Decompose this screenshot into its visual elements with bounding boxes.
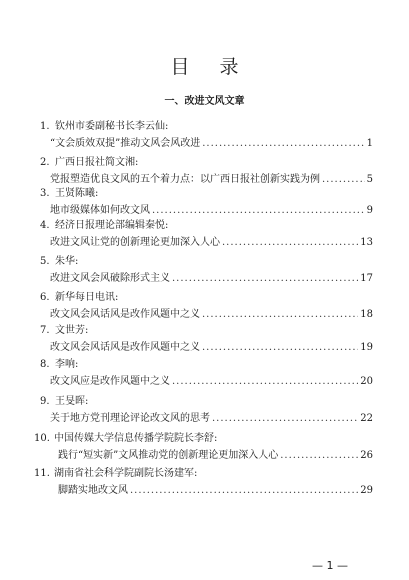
toc-title: 改进文风会风破除形式主义 — [50, 273, 170, 284]
toc-title: 地市级媒体如何改文风 — [50, 205, 150, 216]
toc-title: 改文风会风话风是改作风题中之义 — [50, 342, 200, 353]
toc-line — [50, 338, 373, 353]
toc-page-number: 19 — [360, 342, 373, 353]
toc-author-text: 朱华: — [55, 256, 79, 267]
toc-entry — [0, 288, 409, 324]
toc-entry — [0, 392, 409, 428]
toc-number: 8. — [40, 359, 50, 370]
toc-line — [50, 372, 373, 387]
toc-title: 脚踏实地改文风 — [58, 485, 128, 496]
toc-line — [58, 481, 373, 496]
toc-author — [40, 355, 78, 370]
toc-leader-dots — [130, 485, 358, 496]
toc-page-number: 9 — [366, 205, 373, 216]
toc-line — [50, 305, 373, 320]
toc-line — [50, 134, 373, 149]
toc-page-number: 18 — [360, 309, 373, 320]
toc-author — [40, 184, 98, 199]
toc-number: 9. — [40, 396, 50, 407]
toc-entry — [0, 355, 409, 391]
toc-author — [34, 429, 217, 444]
toc-line — [50, 170, 373, 185]
toc-entry — [0, 464, 409, 500]
toc-entry — [0, 184, 409, 220]
toc-number: 4. — [40, 220, 50, 231]
toc-page-number: 22 — [360, 413, 373, 424]
toc-page-number: 29 — [360, 485, 373, 496]
toc-number: 1. — [40, 121, 50, 132]
toc-author-text: 王贤陈曦: — [55, 188, 99, 199]
toc-title: “文会质效双提”推动文风会风改进 — [50, 138, 201, 149]
toc-leader-dots — [172, 273, 358, 284]
toc-author — [40, 321, 88, 336]
toc-leader-dots — [202, 309, 358, 320]
toc-number: 10. — [34, 433, 50, 444]
toc-author-text: 中国传媒大学信息传播学院院长李舒: — [54, 433, 218, 444]
page-footer-number: — 1 — — [312, 559, 348, 572]
toc-page-number: 20 — [360, 376, 373, 387]
toc-author — [40, 117, 168, 132]
toc-leader-dots — [280, 450, 358, 461]
toc-title: 关于地方党刊理论评论改文风的思考 — [50, 413, 210, 424]
toc-leader-dots — [222, 237, 358, 248]
toc-author-text: 钦州市委副秘书长李云仙: — [55, 121, 169, 132]
toc-author — [40, 216, 168, 231]
toc-number: 2. — [40, 157, 50, 168]
toc-author — [34, 464, 197, 479]
toc-line — [58, 446, 373, 461]
toc-title: 改文风会风话风是改作风题中之义 — [50, 309, 200, 320]
toc-leader-dots — [202, 342, 358, 353]
toc-author — [40, 252, 78, 267]
toc-entry — [0, 321, 409, 357]
toc-author-text: 王旻晖: — [55, 396, 89, 407]
section-heading: 一、改进文风文章 — [164, 96, 245, 107]
toc-leader-dots — [202, 138, 364, 149]
toc-entry — [0, 252, 409, 288]
toc-leader-dots — [152, 205, 365, 216]
toc-leader-dots — [212, 413, 358, 424]
toc-number: 3. — [40, 188, 50, 199]
toc-number: 11. — [34, 468, 50, 479]
toc-page-number: 1 — [366, 138, 373, 149]
page-title: 目 录 — [170, 56, 251, 78]
toc-page-number: 17 — [360, 273, 373, 284]
toc-title: 践行“短实新”文风推动党的创新理论更加深入人心 — [58, 450, 279, 461]
toc-leader-dots — [172, 376, 358, 387]
toc-author-text: 文世芳: — [55, 325, 89, 336]
toc-page-number: 13 — [360, 237, 373, 248]
toc-line — [50, 233, 373, 248]
toc-page-number: 26 — [360, 450, 373, 461]
toc-line — [50, 409, 373, 424]
toc-number: 5. — [40, 256, 50, 267]
toc-author — [40, 288, 118, 303]
toc-author — [40, 392, 88, 407]
toc-line — [50, 269, 373, 284]
toc-line — [50, 201, 373, 216]
toc-author-text: 新华每日电讯: — [55, 292, 119, 303]
toc-entry — [0, 429, 409, 465]
toc-author-text: 李响: — [55, 359, 79, 370]
toc-author-text: 湖南省社会科学院副院长汤建军: — [54, 468, 198, 479]
toc-number: 7. — [40, 325, 50, 336]
toc-author-text: 经济日报理论部编辑秦悦: — [55, 220, 169, 231]
toc-title: 改文风应是改作风题中之义 — [50, 376, 170, 387]
toc-title: 改进文风让党的创新理论更加深入人心 — [50, 237, 220, 248]
toc-author — [40, 153, 138, 168]
toc-number: 6. — [40, 292, 50, 303]
toc-page-number: 5 — [366, 174, 373, 185]
toc-entry — [0, 117, 409, 153]
toc-author-text: 广西日报社简文湘: — [55, 157, 139, 168]
toc-title: 党报塑造优良文风的五个着力点：以广西日报社创新实践为例 — [50, 174, 320, 185]
toc-entry — [0, 216, 409, 252]
